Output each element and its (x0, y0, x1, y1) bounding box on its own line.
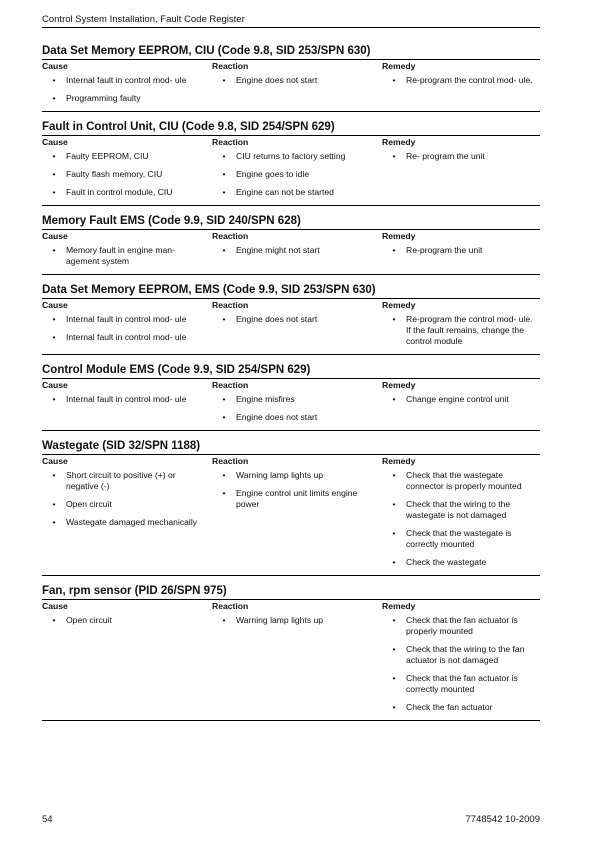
fault-details-row (42, 311, 540, 355)
cause-text: Internal fault in control mod- ule (66, 394, 187, 404)
cause-text: Internal fault in control mod- ule (66, 314, 187, 324)
fault-details-row (42, 612, 540, 721)
section-title: Control Module EMS (Code 9.9, SID 254/SPN 629) (42, 364, 311, 376)
cause-item (42, 75, 212, 86)
remedy-item (382, 499, 540, 521)
remedy-column (382, 151, 540, 205)
remedy-header: Remedy (382, 300, 416, 310)
reaction-text: Engine does not start (236, 75, 318, 85)
bullet-icon: • (222, 615, 226, 625)
section-title: Memory Fault EMS (Code 9.9, SID 240/SPN 628) (42, 215, 301, 227)
remedy-header: Remedy (382, 231, 416, 241)
bullet-icon: • (392, 314, 396, 324)
bullet-icon: • (52, 517, 56, 527)
bullet-icon: • (392, 470, 396, 480)
header-rule (42, 27, 540, 28)
cause-header: Cause (42, 601, 68, 611)
cause-item (42, 332, 212, 343)
cause-column (42, 470, 212, 575)
cause-item (42, 314, 212, 325)
column-header-row (42, 229, 540, 242)
cause-item (42, 93, 212, 104)
fault-details-row (42, 467, 540, 576)
reaction-header: Reaction (212, 300, 249, 310)
remedy-item (382, 528, 540, 550)
remedy-text: Check that the wiring to the wastegate is not damaged (406, 499, 511, 520)
reaction-text: CIU returns to factory setting (236, 151, 346, 161)
bullet-icon: • (392, 151, 396, 161)
remedy-text: Change engine control unit (406, 394, 509, 404)
remedy-text: Re-program the control mod- ule. If the fault remains, change the control module (406, 314, 533, 346)
reaction-text: Engine does not start (236, 314, 318, 324)
reaction-column (212, 314, 382, 354)
remedy-column (382, 615, 540, 720)
reaction-item (212, 169, 382, 180)
fault-details-row (42, 242, 540, 275)
remedy-item (382, 644, 540, 666)
reaction-column (212, 151, 382, 205)
remedy-column (382, 314, 540, 354)
reaction-item (212, 245, 382, 256)
fault-section (42, 120, 540, 206)
remedy-header: Remedy (382, 380, 416, 390)
remedy-column (382, 245, 540, 274)
bullet-icon: • (392, 702, 396, 712)
fault-section (42, 363, 540, 431)
cause-column (42, 394, 212, 430)
reaction-header: Reaction (212, 231, 249, 241)
reaction-header: Reaction (212, 61, 249, 71)
column-header-row (42, 59, 540, 72)
remedy-text: Check the fan actuator (406, 702, 493, 712)
cause-column (42, 615, 212, 720)
remedy-item (382, 673, 540, 695)
remedy-text: Check the wastegate (406, 557, 487, 567)
bullet-icon: • (52, 93, 56, 103)
cause-header: Cause (42, 137, 68, 147)
remedy-item (382, 615, 540, 637)
bullet-icon: • (222, 245, 226, 255)
reaction-column (212, 394, 382, 430)
bullet-icon: • (52, 314, 56, 324)
reaction-text: Engine control unit limits engine power (236, 488, 358, 509)
bullet-icon: • (52, 332, 56, 342)
fault-details-row (42, 72, 540, 112)
bullet-icon: • (392, 499, 396, 509)
reaction-text: Engine does not start (236, 412, 318, 422)
bullet-icon: • (52, 470, 56, 480)
remedy-text: Check that the wiring to the fan actuator is not damaged (406, 644, 525, 665)
reaction-header: Reaction (212, 601, 249, 611)
column-header-row (42, 599, 540, 612)
cause-header: Cause (42, 380, 68, 390)
reaction-column (212, 470, 382, 575)
bullet-icon: • (392, 557, 396, 567)
reaction-text: Warning lamp lights up (236, 470, 324, 480)
bullet-icon: • (222, 169, 226, 179)
fault-details-row (42, 391, 540, 431)
reaction-item (212, 151, 382, 162)
bullet-icon: • (392, 245, 396, 255)
cause-item (42, 394, 212, 405)
remedy-item (382, 470, 540, 492)
section-title: Wastegate (SID 32/SPN 1188) (42, 440, 201, 452)
bullet-icon: • (222, 75, 226, 85)
fault-section (42, 283, 540, 355)
remedy-item (382, 394, 540, 405)
cause-text: Open circuit (66, 615, 112, 625)
cause-item (42, 615, 212, 626)
bullet-icon: • (52, 499, 56, 509)
reaction-header: Reaction (212, 137, 249, 147)
remedy-text: Re-program the unit (406, 245, 483, 255)
bullet-icon: • (52, 151, 56, 161)
cause-item (42, 169, 212, 180)
remedy-item (382, 314, 540, 347)
reaction-header: Reaction (212, 380, 249, 390)
bullet-icon: • (222, 412, 226, 422)
column-header-row (42, 135, 540, 148)
remedy-item (382, 245, 540, 256)
remedy-item (382, 702, 540, 713)
bullet-icon: • (392, 615, 396, 625)
bullet-icon: • (392, 528, 396, 538)
remedy-header: Remedy (382, 137, 416, 147)
cause-text: Short circuit to positive (+) or negative (-) (66, 470, 176, 491)
reaction-item (212, 488, 382, 510)
cause-item (42, 517, 212, 528)
remedy-header: Remedy (382, 601, 416, 611)
cause-column (42, 245, 212, 274)
bullet-icon: • (52, 615, 56, 625)
running-header: Control System Installation, Fault Code Register (42, 14, 245, 25)
cause-text: Internal fault in control mod- ule (66, 75, 187, 85)
cause-header: Cause (42, 231, 68, 241)
reaction-text: Warning lamp lights up (236, 615, 324, 625)
bullet-icon: • (392, 673, 396, 683)
cause-text: Fault in control module, CIU (66, 187, 173, 197)
section-title: Fan, rpm sensor (PID 26/SPN 975) (42, 585, 227, 597)
cause-column (42, 151, 212, 205)
bullet-icon: • (52, 75, 56, 85)
bullet-icon: • (222, 314, 226, 324)
bullet-icon: • (52, 187, 56, 197)
reaction-text: Engine goes to idle (236, 169, 310, 179)
reaction-text: Engine misfires (236, 394, 295, 404)
page-number: 54 (42, 814, 53, 825)
bullet-icon: • (52, 169, 56, 179)
remedy-item (382, 151, 540, 162)
bullet-icon: • (52, 245, 56, 255)
cause-item (42, 187, 212, 198)
remedy-column (382, 394, 540, 430)
section-title: Data Set Memory EEPROM, CIU (Code 9.8, SID 253/SPN 630) (42, 45, 371, 57)
column-header-row (42, 378, 540, 391)
cause-text: Programming faulty (66, 93, 141, 103)
remedy-column (382, 470, 540, 575)
cause-text: Internal fault in control mod- ule (66, 332, 187, 342)
fault-section (42, 439, 540, 576)
cause-text: Memory fault in engine man- agement system (66, 245, 175, 266)
cause-text: Wastegate damaged mechanically (66, 517, 198, 527)
reaction-item (212, 75, 382, 86)
reaction-column (212, 615, 382, 720)
bullet-icon: • (392, 75, 396, 85)
fault-section (42, 584, 540, 721)
reaction-column (212, 75, 382, 111)
document-number: 7748542 10-2009 (465, 814, 540, 825)
fault-details-row (42, 148, 540, 206)
cause-item (42, 499, 212, 510)
cause-text: Faulty EEPROM, CIU (66, 151, 149, 161)
bullet-icon: • (222, 488, 226, 498)
cause-header: Cause (42, 61, 68, 71)
remedy-text: Check that the wastegate connector is properly mounted (406, 470, 522, 491)
remedy-header: Remedy (382, 61, 416, 71)
cause-header: Cause (42, 456, 68, 466)
section-title: Data Set Memory EEPROM, EMS (Code 9.9, SID 253/SPN 630) (42, 284, 376, 296)
reaction-item (212, 314, 382, 325)
remedy-item (382, 557, 540, 568)
remedy-text: Re-program the control mod- ule. (406, 75, 533, 85)
remedy-header: Remedy (382, 456, 416, 466)
bullet-icon: • (222, 187, 226, 197)
cause-text: Open circuit (66, 499, 112, 509)
bullet-icon: • (222, 470, 226, 480)
reaction-item (212, 615, 382, 626)
cause-text: Faulty flash memory, CIU (66, 169, 163, 179)
reaction-item (212, 470, 382, 481)
bullet-icon: • (222, 394, 226, 404)
section-title: Fault in Control Unit, CIU (Code 9.8, SID 254/SPN 629) (42, 121, 335, 133)
remedy-text: Check that the wastegate is correctly mounted (406, 528, 512, 549)
reaction-text: Engine can not be started (236, 187, 334, 197)
bullet-icon: • (392, 644, 396, 654)
reaction-header: Reaction (212, 456, 249, 466)
remedy-text: Check that the fan actuator is properly mounted (406, 615, 518, 636)
remedy-item (382, 75, 540, 86)
bullet-icon: • (392, 394, 396, 404)
cause-item (42, 470, 212, 492)
fault-section (42, 44, 540, 112)
fault-code-list (42, 44, 540, 729)
bullet-icon: • (52, 394, 56, 404)
column-header-row (42, 298, 540, 311)
bullet-icon: • (222, 151, 226, 161)
remedy-text: Re- program the unit (406, 151, 485, 161)
reaction-item (212, 187, 382, 198)
column-header-row (42, 454, 540, 467)
reaction-column (212, 245, 382, 274)
reaction-item (212, 412, 382, 423)
reaction-item (212, 394, 382, 405)
cause-column (42, 314, 212, 354)
reaction-text: Engine might not start (236, 245, 320, 255)
cause-column (42, 75, 212, 111)
remedy-text: Check that the fan actuator is correctly mounted (406, 673, 518, 694)
remedy-column (382, 75, 540, 111)
cause-item (42, 245, 212, 267)
cause-header: Cause (42, 300, 68, 310)
fault-section (42, 214, 540, 275)
cause-item (42, 151, 212, 162)
